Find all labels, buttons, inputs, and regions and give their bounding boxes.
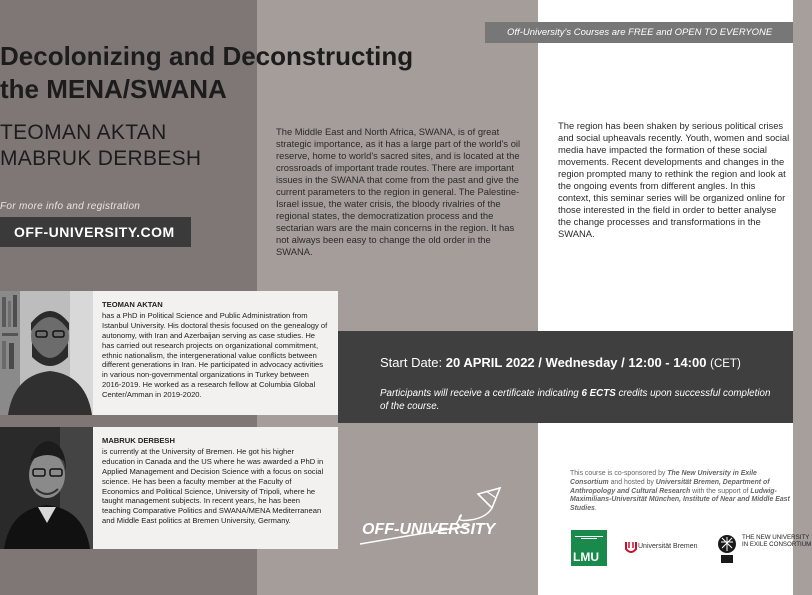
cosponsor-note (570, 470, 792, 514)
bio-text: has a PhD in Political Science and Public Administration from Istanbul University. His doctoral thesis focused on the genealogy of autonomy, with Iran and Azerbaijan serving as case studies. He has carried out research projects on organizational commitment, ethnic nationalism, the intergenerational value conflicts between different generations in Iran. He participated in advocacy activities in various non-governmental organizations in Turkey between 2016-2019. He worked as a research fellow at Columbia Global Center/Amman in 2019-2020. (102, 310, 328, 400)
timezone: (CET) (710, 358, 741, 370)
nuec-logo-text: THE NEW UNIVERSITY IN EXILE CONSORTIUM (742, 534, 812, 549)
website-link[interactable]: OFF-UNIVERSITY.COM (0, 217, 191, 247)
cosponsor-nuec: The New University in Exile Consortium (570, 470, 757, 486)
course-description: The Middle East and North Africa, SWANA, is of great strategic importance, as it has a large part of the world's oil reserve, home to world's sacred sites, and is located at the crossroads of important trade routes. There are important issues in the SWANA that come from the past and give the current parameters to the region in general. The Palestine-Israel issue, the water crisis, the bloody rivalries of the regional states, the democratization process and the sectarian wars are the main concerns in the region. It has not always been easy to change the old order in the SWANA. (276, 126, 521, 257)
bio-name: MABRUK DERBESH (102, 436, 175, 445)
schedule-separator: / (538, 355, 542, 370)
cert-text-a: Participants will receive a certificate indicating (380, 388, 582, 399)
speaker-bio-card (0, 291, 338, 415)
context-paragraph: The region has been shaken by serious political crises and social upheavals recently. Youth, women and social media have impacted the formation of these social movements. Recent developments and changes in the region prompted many to rethink the region and look at the ongoing events from different angles. In this context, this seminar series will be organized online for those interested in the field in order to better analyse the change processes and transformations in the SWANA. (558, 120, 790, 239)
brand-logo-text: OFF-UNIVERSITY (362, 521, 496, 538)
start-date: 20 APRIL 2022 (445, 355, 535, 370)
title-line-2: the MENA/SWANA (0, 74, 227, 104)
cosponsor-lmu: Ludwig-Maximilians-Universität München, Institute of Near and Middle East Studies (570, 487, 790, 513)
cosponsor-text-d: . (594, 505, 597, 513)
speaker-name-2: MABRUK DERBESH (0, 147, 202, 170)
cosponsor-bremen: Universität Bremen, Department of Anthropology and Cultural Research (570, 478, 770, 495)
speaker-names (0, 120, 201, 172)
registration-note: For more info and registration (0, 201, 141, 212)
ects-credits: 6 ECTS (581, 388, 616, 399)
cosponsor-text-b: and hosted by (608, 478, 656, 486)
free-course-banner: Off-University's Courses are FREE and OPEN TO EVERYONE (485, 22, 793, 43)
speaker-photo-aktan (0, 291, 93, 415)
lmu-logo (571, 530, 607, 566)
bio-name: TEOMAN AKTAN (102, 300, 163, 309)
cosponsor-text-a: This course is co-sponsored by (570, 470, 668, 477)
schedule-separator: / (621, 355, 625, 370)
bio-text: is currently at the University of Bremen. He got his higher education in Canada and the US where he was awarded a PhD in Applied Management and Decision Science with a focus on social science. He has been a faculty member at the Faculty of Economics and Political Science, University of Tripoli, where he taught management subjects. In recent years, he has been teaching Comparative Politics and SWANA/MENA Mediterranean and Middle East politics at Bremen University, Germany. (102, 446, 324, 526)
cosponsor-text-c: with the support of (690, 487, 751, 495)
bremen-logo-text: Universität Bremen (638, 543, 698, 550)
weekday: Wednesday (545, 355, 618, 370)
off-university-logo (358, 486, 523, 548)
lmu-logo-text: LMU (573, 550, 599, 564)
speaker-bio-card (0, 427, 338, 549)
start-date-label: Start Date: (380, 355, 443, 370)
nuec-logo (716, 534, 812, 569)
time-range: 12:00 - 14:00 (628, 355, 707, 370)
certificate-note (380, 388, 780, 413)
cert-text-b: credits upon successful completion of the course. (380, 388, 771, 412)
schedule-line (380, 355, 741, 370)
page-title (0, 40, 470, 106)
speaker-photo-derbesh (0, 427, 93, 549)
title-line-1: Decolonizing and Deconstructing (0, 41, 414, 71)
bremen-logo (625, 541, 698, 560)
speaker-name-1: TEOMAN AKTAN (0, 121, 167, 144)
